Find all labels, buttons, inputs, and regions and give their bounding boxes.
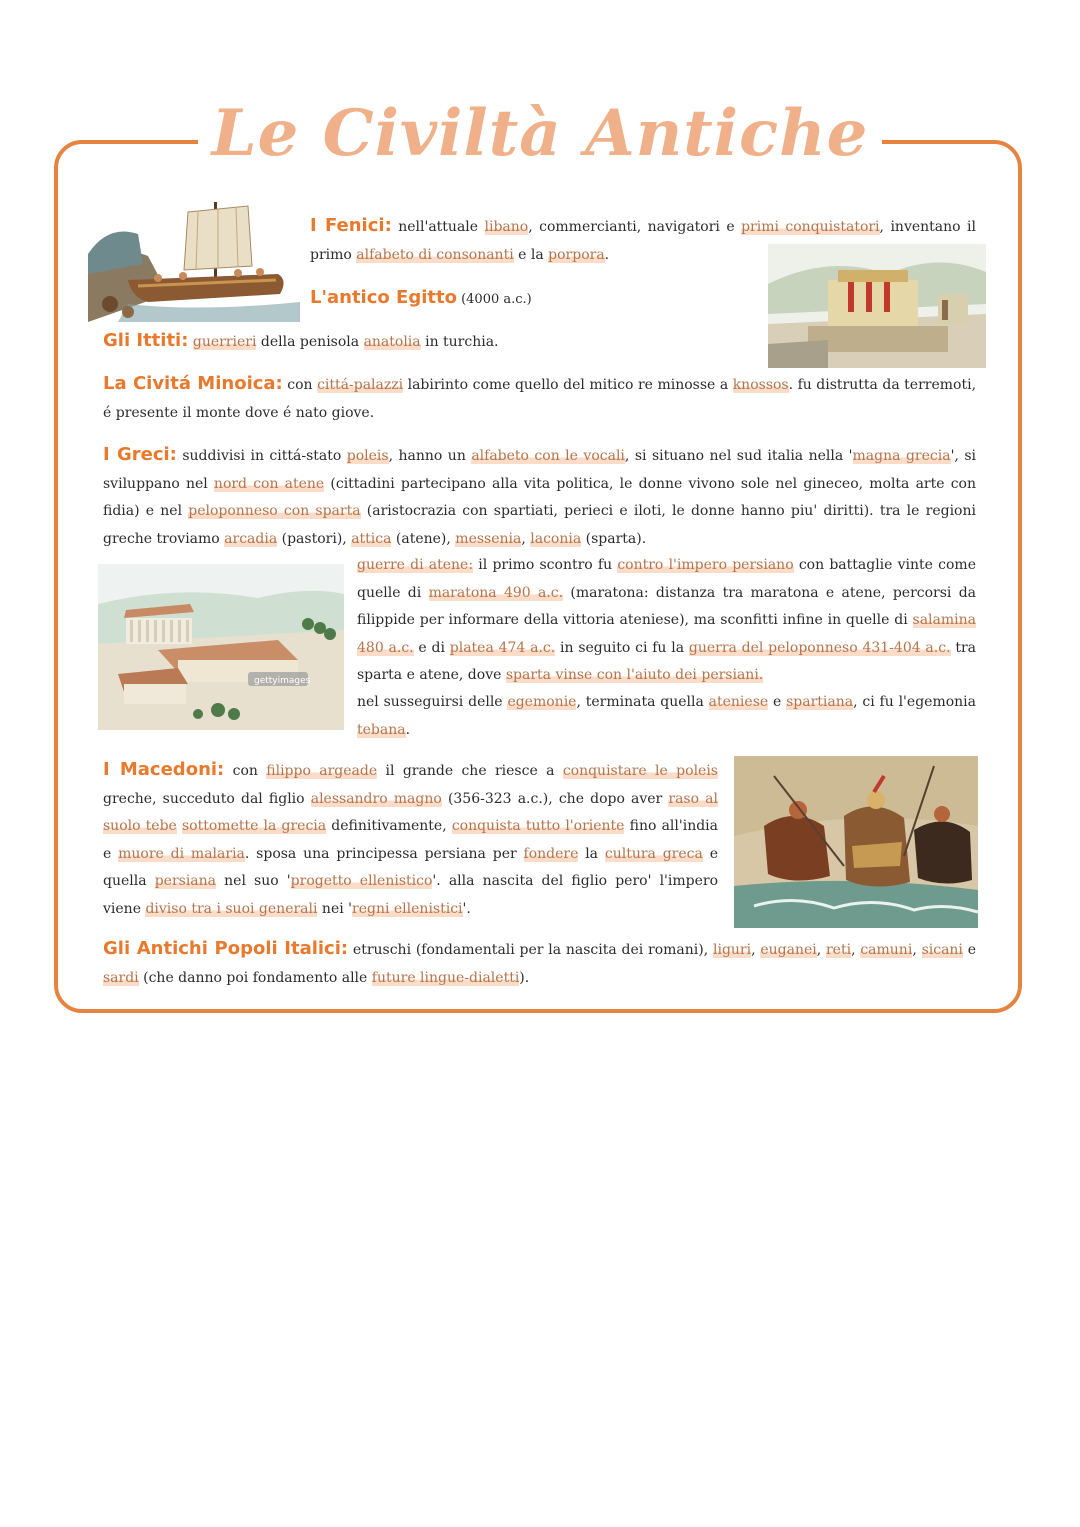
section-egemonie: nel susseguirsi delle egemonie, terminata quella ateniese e spartiana, ci fu l'egemonia tebana.	[357, 694, 976, 738]
getty-watermark: gettyimages	[254, 676, 311, 686]
greek-sanctuary-illustration	[98, 564, 344, 730]
heading-macedoni: I Macedoni:	[103, 759, 225, 780]
heading-minoica: La Civitá Minoica:	[103, 373, 283, 394]
section-ittiti: Gli Ittiti: guerrieri della penisola anatolia in turchia.	[103, 330, 499, 351]
heading-ittiti: Gli Ittiti:	[103, 330, 189, 351]
heading-greci: I Greci:	[103, 444, 177, 465]
page-title: Le Civiltà Antiche	[0, 96, 1080, 171]
heading-italici: Gli Antichi Popoli Italici:	[103, 938, 349, 959]
section-minoica: La Civitá Minoica: con cittá-palazzi labirinto come quello del mitico re minosse a knossos. fu distrutta da terremoti, é presente il monte dove é nato giove.	[103, 373, 977, 421]
section-guerre-atene: guerre di atene: il primo scontro fu contro l'impero persiano con battaglie vinte come quelle di maratona 490 a.c. (maratona: distanza tra maratona e atene, percorsi da filippide per informare della vittoria ateniese), ma sconfitti infine in quelle di salamina 480 a.c. e di platea 474 a.c. in seguito ci fu la guerra del peloponneso 431-404 a.c. tra sparta e atene, dove sparta vinse con l'aiuto dei persiani.	[357, 557, 977, 683]
alexander-battle-illustration	[734, 756, 978, 928]
section-greci: I Greci: suddivisi in cittá-stato poleis, hanno un alfabeto con le vocali, si situano nel sud italia nella 'magna grecia', si sviluppano nel nord con atene (cittadini partecipano alla vita politica, le donne vivono sole nel gineceo, molta arte con fidia) e nel peloponneso con sparta (aristocrazia con spartiati, perieci e iloti, le donne hanno piu' diritti). tra le regioni greche troviamo arcadia (pastori), attica (atene), messenia, laconia (sparta).	[103, 444, 976, 547]
section-egitto: L'antico Egitto (4000 a.c.)	[310, 287, 532, 308]
heading-fenici: I Fenici:	[310, 215, 392, 236]
heading-egitto: L'antico Egitto	[310, 287, 457, 308]
section-fenici: I Fenici: nell'attuale libano, commercianti, navigatori e primi conquistatori, inventano il primo alfabeto di consonanti e la porpora.	[310, 215, 976, 263]
phoenician-ship-illustration	[88, 194, 300, 322]
section-macedoni: I Macedoni: con filippo argeade il grande che riesce a conquistare le poleis greche, succeduto dal figlio alessandro magno (356-323 a.c.), che dopo aver raso al suolo tebe sottomette la grecia definitivamente, conquista tutto l'oriente fino all'india e muore di malaria. sposa una principessa persiana per fondere la cultura greca e quella persiana nel suo 'progetto ellenistico'. alla nascita del figlio pero' l'impero viene diviso tra i suoi generali nei 'regni ellenistici'.	[103, 759, 719, 917]
section-italici: Gli Antichi Popoli Italici: etruschi (fondamentali per la nascita dei romani), liguri, euganei, reti, camuni, sicani e sardi (che danno poi fondamento alle future lingue-dialetti).	[103, 938, 976, 986]
